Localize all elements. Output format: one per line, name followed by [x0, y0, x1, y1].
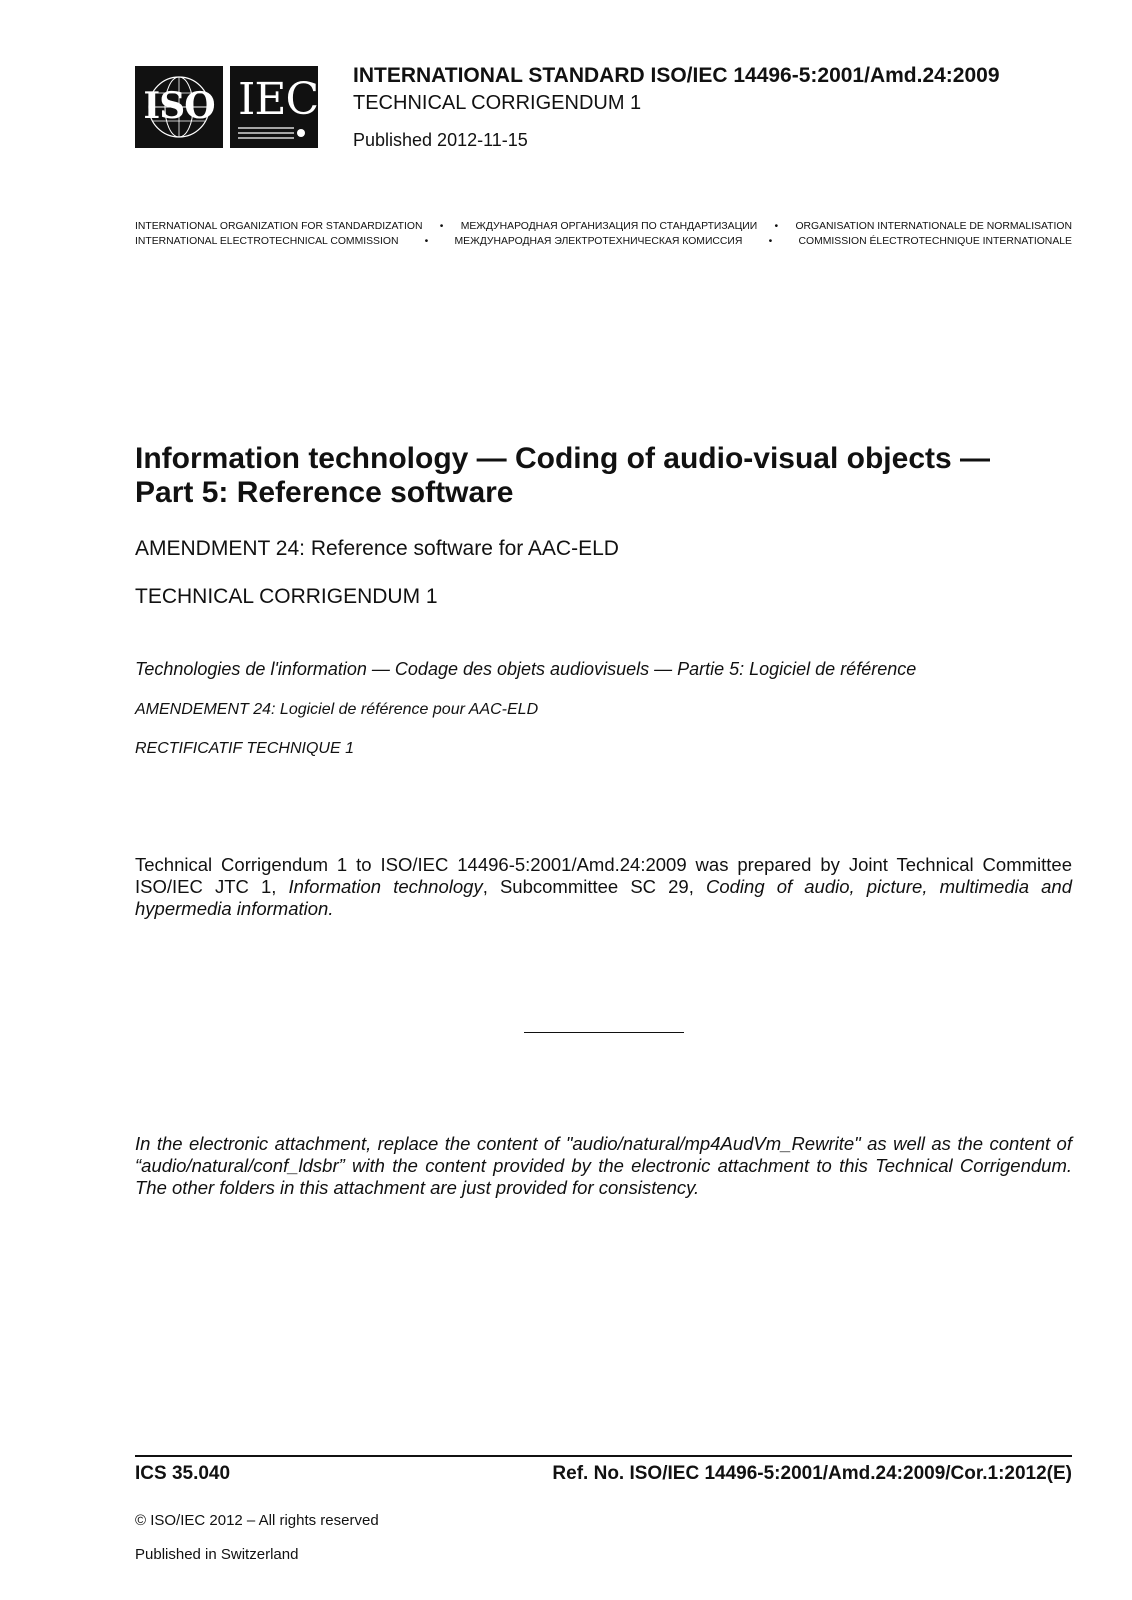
copyright: © ISO/IEC 2012 – All rights reserved [135, 1512, 379, 1529]
organizations-row-1 [135, 221, 1072, 232]
ics-code: ICS 35.040 [135, 1463, 231, 1484]
org-iec-en: INTERNATIONAL ELECTROTECHNICAL COMMISSION [135, 236, 399, 247]
p1-subcommittee-name: Coding of audio, picture, multimedia and hypermedia information. [135, 876, 1073, 919]
iec-logo-text: IEC [238, 74, 319, 125]
amendment-title: AMENDMENT 24: Reference software for AAC-ELD [135, 537, 619, 560]
bullet-separator: • [439, 221, 444, 232]
preparation-paragraph [135, 854, 1072, 920]
bullet-separator: • [424, 236, 429, 247]
reference-number: Ref. No. ISO/IEC 14496-5:2001/Amd.24:2009/Cor.1:2012(E) [552, 1463, 1072, 1484]
org-iec-ru: МЕЖДУНАРОДНАЯ ЭЛЕКТРОТЕХНИЧЕСКАЯ КОМИССИЯ [454, 236, 743, 247]
standard-subtitle: TECHNICAL CORRIGENDUM 1 [353, 92, 642, 114]
document-title [135, 442, 990, 510]
french-rectificatif: RECTIFICATIF TECHNIQUE 1 [135, 740, 354, 757]
p1-committee-name: Information technology [288, 876, 483, 897]
published-in: Published in Switzerland [135, 1546, 299, 1563]
iec-logo [230, 66, 318, 148]
french-amendment: AMENDEMENT 24: Logiciel de référence pour AAC-ELD [135, 701, 539, 718]
french-title: Technologies de l'information — Codage des objets audiovisuels — Partie 5: Logiciel de référence [135, 659, 917, 679]
corrigendum-title: TECHNICAL CORRIGENDUM 1 [135, 585, 438, 608]
title-line-1: Information technology — Coding of audio-visual objects — [135, 442, 991, 475]
org-iso-ru: МЕЖДУНАРОДНАЯ ОРГАНИЗАЦИЯ ПО СТАНДАРТИЗАЦИИ [460, 221, 758, 232]
iec-lines-icon [230, 66, 318, 148]
p1-text-a: Technical Corrigendum 1 to ISO/IEC 14496-5:2001/Amd.24:2009 was prepared by Joint Technical Committee ISO/IEC JTC 1, [135, 854, 1072, 897]
iso-logo-text: ISO [143, 85, 215, 127]
org-iso-fr: ORGANISATION INTERNATIONALE DE NORMALISATION [795, 221, 1072, 232]
org-iso-en: INTERNATIONAL ORGANIZATION FOR STANDARDIZATION [135, 221, 423, 232]
bullet-separator: • [774, 221, 779, 232]
bullet-separator: • [768, 236, 773, 247]
standard-title: INTERNATIONAL STANDARD ISO/IEC 14496-5:2001/Amd.24:2009 [353, 64, 1000, 87]
footer-rule [135, 1455, 1072, 1457]
instruction-paragraph: In the electronic attachment, replace the content of "audio/natural/mp4AudVm_Rewrite" as well as the content of “audio/natural/conf_ldsbr” with the content provided by the electronic attachment to this Technical Corrigendum. The other folders in this attachment are just provided for consistency. [135, 1133, 1072, 1198]
section-divider [524, 1032, 684, 1033]
org-iec-fr: COMMISSION ÉLECTROTECHNIQUE INTERNATIONALE [798, 236, 1072, 247]
p1-text-c: , Subcommittee SC 29, [482, 876, 706, 897]
organizations-row-2 [135, 236, 1072, 247]
title-line-2: Part 5: Reference software [135, 476, 514, 509]
iso-logo [135, 66, 223, 148]
published-date: Published 2012-11-15 [353, 130, 528, 150]
